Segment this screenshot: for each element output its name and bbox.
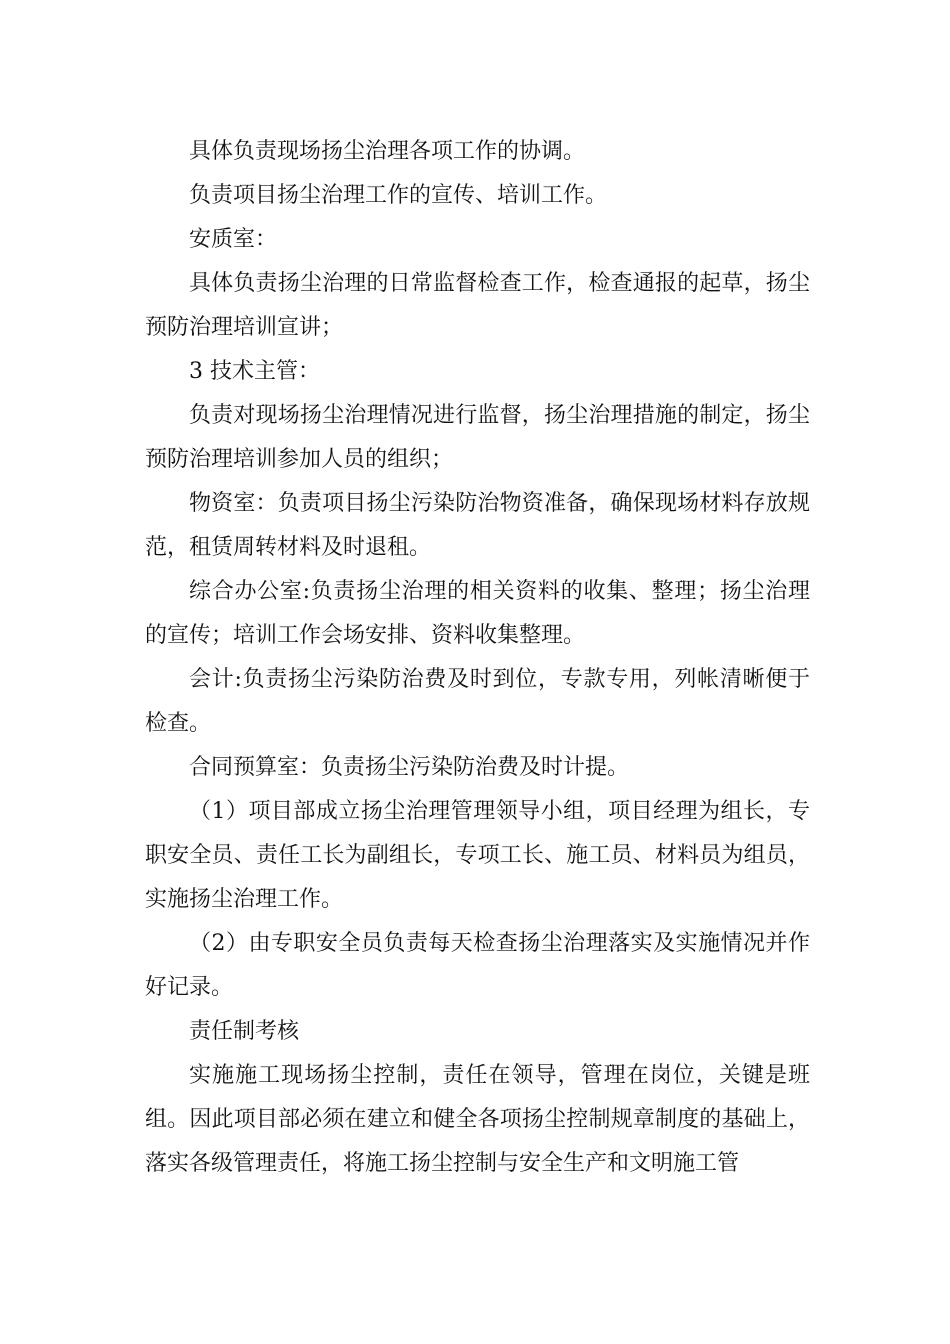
section-heading: 3 技术主管： <box>189 359 320 384</box>
paragraph: 具体负责现场扬尘治理各项工作的协调。 <box>189 139 586 164</box>
section-heading: 责任制考核 <box>189 1019 300 1044</box>
paragraph: 负责对现场扬尘治理情况进行监督，扬尘治理措施的制定，扬尘预防治理培训参加人员的组织； <box>145 403 810 472</box>
section-heading: 安质室： <box>189 227 278 252</box>
paragraph: 负责项目扬尘治理工作的宣传、培训工作。 <box>189 183 608 208</box>
paragraph: 会计:负责扬尘污染防治费及时到位，专款专用，列帐清晰便于检查。 <box>145 667 810 736</box>
paragraph: 综合办公室:负责扬尘治理的相关资料的收集、整理；扬尘治理的宣传；培训工作会场安排、资料收集整理。 <box>145 579 810 648</box>
document-body <box>145 130 810 1186</box>
list-item: （2）由专职安全员负责每天检查扬尘治理落实及实施情况并作好记录。 <box>145 931 810 1000</box>
list-item: （1）项目部成立扬尘治理管理领导小组，项目经理为组长，专职安全员、责任工长为副组长，专项工长、施工员、材料员为组员，实施扬尘治理工作。 <box>145 799 810 912</box>
paragraph: 合同预算室：负责扬尘污染防治费及时计提。 <box>189 755 630 780</box>
paragraph: 物资室：负责项目扬尘污染防治物资准备，确保现场材料存放规范，租赁周转材料及时退租。 <box>145 491 810 560</box>
paragraph: 具体负责扬尘治理的日常监督检查工作，检查通报的起草，扬尘预防治理培训宣讲； <box>145 271 810 340</box>
paragraph: 实施施工现场扬尘控制，责任在领导，管理在岗位，关键是班组。因此项目部必须在建立和健全各项扬尘控制规章制度的基础上，落实各级管理责任，将施工扬尘控制与安全生产和文明施工管 <box>145 1063 810 1176</box>
